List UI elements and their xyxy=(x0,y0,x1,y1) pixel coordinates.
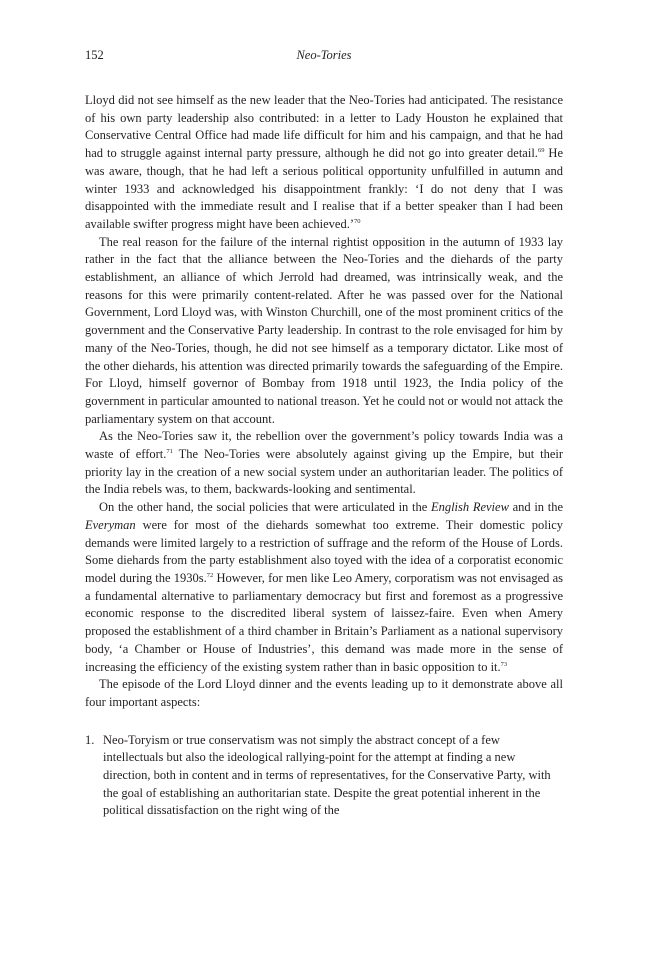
italic-title: Everyman xyxy=(85,517,136,532)
list-item xyxy=(85,732,563,821)
page-number: 152 xyxy=(85,48,104,62)
list-item-number: 1. xyxy=(85,732,95,747)
paragraph-1: Lloyd did not see himself as the new leader that the Neo-Tories had anticipated. The resistance of his own party leadership also contributed: in a letter to Lady Houston he explained that Conservative Central Office had made life difficult for him and his campaign, and that he had had to struggle against internal party pressure, although he did not go into greater detail.$^{69}$ He was aware, though, that he had left a serious political opportunity unfulfilled in autumn and winter 1933 and acknowledged his disappointment frankly: ‘I do not deny that I was disappointed with the immediate result and I realise that if a better speaker than I had been available swifter progress might have been achieved.’$^{70}$ xyxy=(85,93,564,231)
footnote-ref: 73 xyxy=(500,660,508,668)
footnote-ref: 72 xyxy=(206,571,214,579)
numbered-list xyxy=(85,732,563,821)
paragraph-4: On the other hand, the social policies that were articulated in the English Review and in the Everyman were for most of the diehards somewhat too extreme. Their domestic policy demands were limited largely to a restriction of suffrage and the reform of the House of Lords. Some diehards from the party establishment also toyed with the idea of a corporatist economic model during the 1930s.$^{72}$ However, for men like Leo Amery, corporatism was not envisaged as a fundamental alternative to parliamentary democracy but first and foremost as a progressive economic response to the discredited liberal system of laissez-faire. Even when Amery proposed the establishment of a third chamber in Britain’s Parliament as a national supervisory body, ‘a Chamber or House of Industries’, this demand was made more in the sense of increasing the efficiency of the existing system rather than in basic opposition to it.$^{73}$ xyxy=(85,500,564,674)
paragraph-2: The real reason for the failure of the internal rightist opposition in the autumn of 1933 lay rather in the fact that the alliance between the Neo-Tories and the diehards of the party establishment, an alliance of which Jerrold had dreamed, was intrinsically weak, and the reasons for this were primarily content-related. After he was passed over for the National Government, Lord Lloyd was, with Winston Churchill, one of the most prominent critics of the government and the Conservative Party leadership. In contrast to the role envisaged for him by many of the Neo-Tories, though, he did not see himself as a temporary dictator. Like most of the other diehards, his attention was directed primarily towards the safeguarding of the Empire. For Lloyd, himself governor of Bombay from 1918 until 1923, the India policy of the government in particular amounted to national treason. Yet he could not or would not attack the parliamentary system on that account. xyxy=(85,234,563,426)
page xyxy=(85,46,563,820)
footnote-ref: 70 xyxy=(354,217,361,225)
running-title: Neo-Tories xyxy=(296,48,352,62)
body-text xyxy=(85,92,563,712)
paragraph-3: As the Neo-Tories saw it, the rebellion over the government’s policy towards India was a waste of effort.$^{71}$ The Neo-Tories were absolutely against giving up the Empire, but their priority lay in the creation of a new social system under an authoritarian leader. The politics of the India rebels was, to them, backwards-looking and sentimental. xyxy=(85,429,564,497)
footnote-ref: 71 xyxy=(166,448,173,456)
footnote-ref: 69 xyxy=(537,147,545,155)
italic-title: English Review xyxy=(430,500,509,515)
list-item-text: Neo-Toryism or true conservatism was not simply the abstract concept of a few intellectuals but also the ideological rallying-point for the attempt at finding a new direction, both in content and in terms of representatives, for the Conservative Party, with the goal of establishing an authoritarian state. Despite the great potential inherent in the political dissatisfaction on the right wing of the xyxy=(103,732,551,818)
running-head xyxy=(85,46,563,64)
paragraph-5: The episode of the Lord Lloyd dinner and the events leading up to it demonstrate above all four important aspects: xyxy=(85,677,563,709)
